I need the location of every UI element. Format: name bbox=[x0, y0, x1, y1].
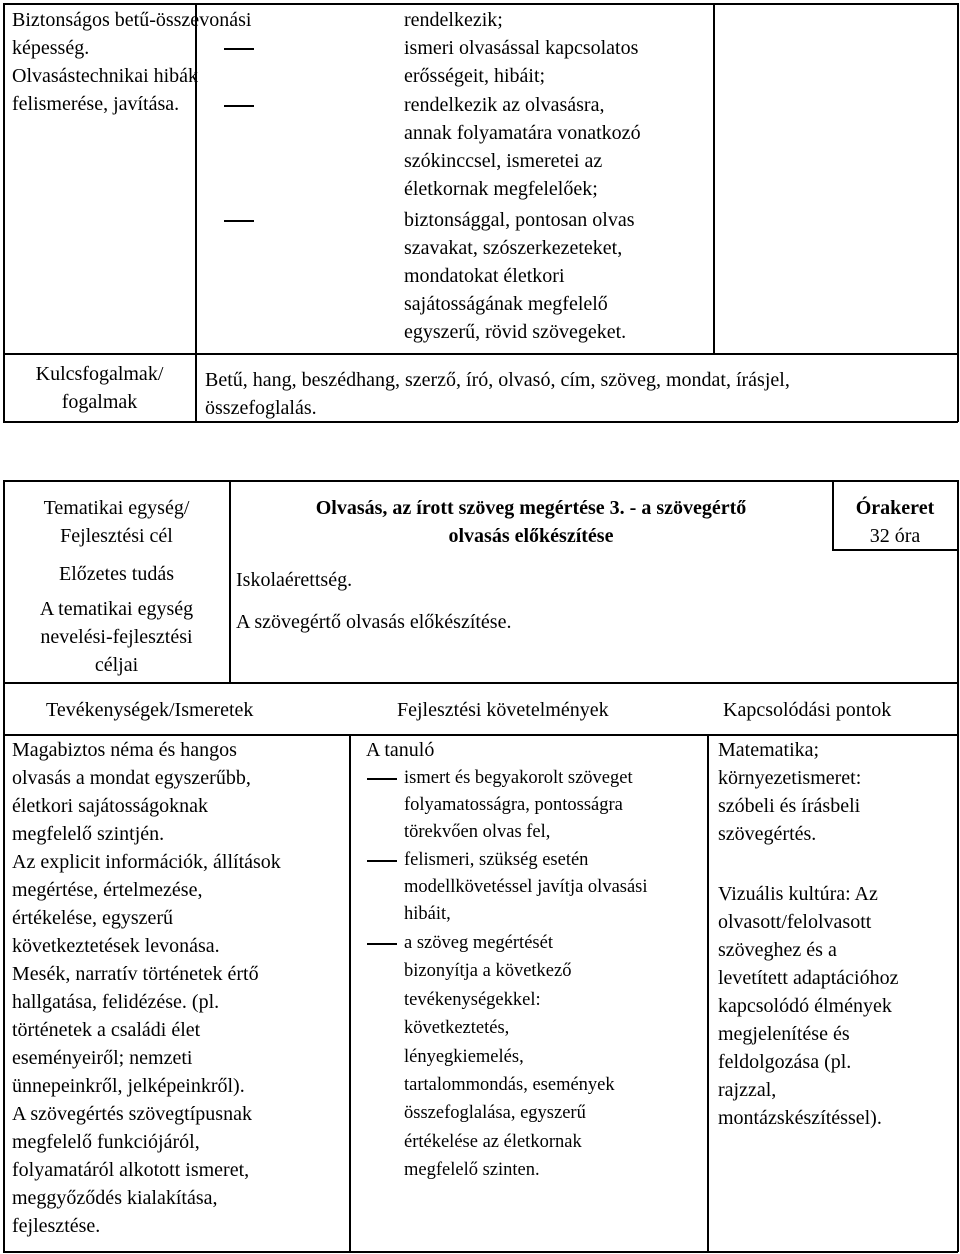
requirement-item-2: rendelkezik az olvasásra, annak folyamatára vonatkozó szókinccsel, ismeretei az életkornak megfelelőek; bbox=[404, 94, 641, 200]
requirement-b-item-2: felismeri, szükség esetén modellkövetéssel javítja olvasási hibáit, bbox=[404, 850, 648, 924]
connections-text-visual: Vizuális kultúra: Az olvasott/felolvasott szöveghez és a levetített adaptációhoz kapcsolódó élmények megjelenítése és feldolgozása (pl. rajzzal, montázskészítéssel). bbox=[718, 883, 899, 1129]
key-concepts-text: Betű, hang, beszédhang, szerző, író, olvasó, cím, szöveg, mondat, írásjel, összefoglalás. bbox=[205, 369, 790, 419]
requirement-intro: rendelkezik; bbox=[404, 9, 503, 31]
thematic-unit-label: Tematikai egység/ Fejlesztési cél bbox=[43, 497, 190, 547]
prior-knowledge-label: Előzetes tudás bbox=[59, 563, 174, 585]
hours-value: 32 óra bbox=[869, 525, 921, 547]
requirement-b-item-3: a szöveg megértését bizonyítja a következő tevékenységekkel: következtetés, lényegkiemelés, tartalommondás, események összefoglalása, egyszerű értékelése az életkornak megfelelő szinten. bbox=[404, 933, 615, 1181]
hours-label: Órakeret bbox=[855, 497, 935, 519]
dash-marker bbox=[224, 220, 254, 222]
requirement-item-3: biztonsággal, pontosan olvas szavakat, szószerkezeteket, mondatokat életkori sajátosságának megfelelő egyszerű, rövid szövegeket. bbox=[404, 209, 635, 343]
table1-row-divider bbox=[3, 353, 958, 355]
goals-label: A tematikai egység nevelési-fejlesztési céljai bbox=[39, 598, 194, 676]
key-concepts-label: Kulcsfogalmak/ fogalmak bbox=[35, 363, 164, 413]
table2-bottom-border bbox=[3, 1251, 958, 1253]
table2-col-divider-2 bbox=[707, 734, 709, 1252]
requirements-intro: A tanuló bbox=[366, 739, 435, 761]
col-header-connections: Kapcsolódási pontok bbox=[723, 699, 892, 721]
dash-marker bbox=[367, 860, 397, 862]
table1-right-border bbox=[957, 3, 959, 422]
requirement-b-item-1: ismert és begyakorolt szöveget folyamatosságra, pontosságra törekvően olvas fel, bbox=[404, 768, 633, 842]
col-header-requirements: Fejlesztési követelmények bbox=[397, 699, 609, 721]
dash-marker bbox=[367, 778, 397, 780]
goals-value: A szövegértő olvasás előkészítése. bbox=[236, 611, 512, 633]
table1-col-divider-2 bbox=[713, 3, 715, 354]
activities-text: Magabiztos néma és hangos olvasás a mondat egyszerűbb, életkori sajátosságoknak megfelelő szintjén. Az explicit információk, állítások megértése, értelmezése, értékelése, egyszerű következtetések levonása. Mesék, narratív történetek értő hallgatása, felidézése. (pl. történetek a családi élet eseményeiről; nemzeti ünnepeinkről, jelképeinkről). A szövegértés szövegtípusnak megfelelő funkciójáról, folyamatáról alkotott ismeret, meggyőződés kialakítása, fejlesztése. bbox=[12, 739, 281, 1237]
table2-right-border bbox=[957, 480, 959, 1252]
dash-marker bbox=[224, 105, 254, 107]
connections-text-math: Matematika; környezetismeret: szóbeli és írásbeli szövegértés. bbox=[718, 739, 862, 845]
competence-text: Biztonságos betű-összevonási képesség. Olvasástechnikai hibák felismerése, javítása. bbox=[12, 9, 252, 115]
table2-header-bottom bbox=[3, 682, 958, 684]
prior-knowledge-value: Iskolaérettség. bbox=[236, 569, 353, 591]
dash-marker bbox=[367, 943, 397, 945]
thematic-unit-title: Olvasás, az írott szöveg megértése 3. - a szövegértő olvasás előkészítése bbox=[315, 497, 747, 547]
requirement-item-1: ismeri olvasással kapcsolatos erősségeit, hibáit; bbox=[404, 37, 639, 87]
table2-col-divider-1 bbox=[349, 734, 351, 1252]
col-header-activities: Tevékenységek/Ismeretek bbox=[46, 699, 254, 721]
hours-cell bbox=[833, 494, 957, 550]
table1-top-border bbox=[3, 3, 958, 5]
table2-top-border bbox=[3, 480, 958, 482]
dash-marker bbox=[224, 48, 254, 50]
